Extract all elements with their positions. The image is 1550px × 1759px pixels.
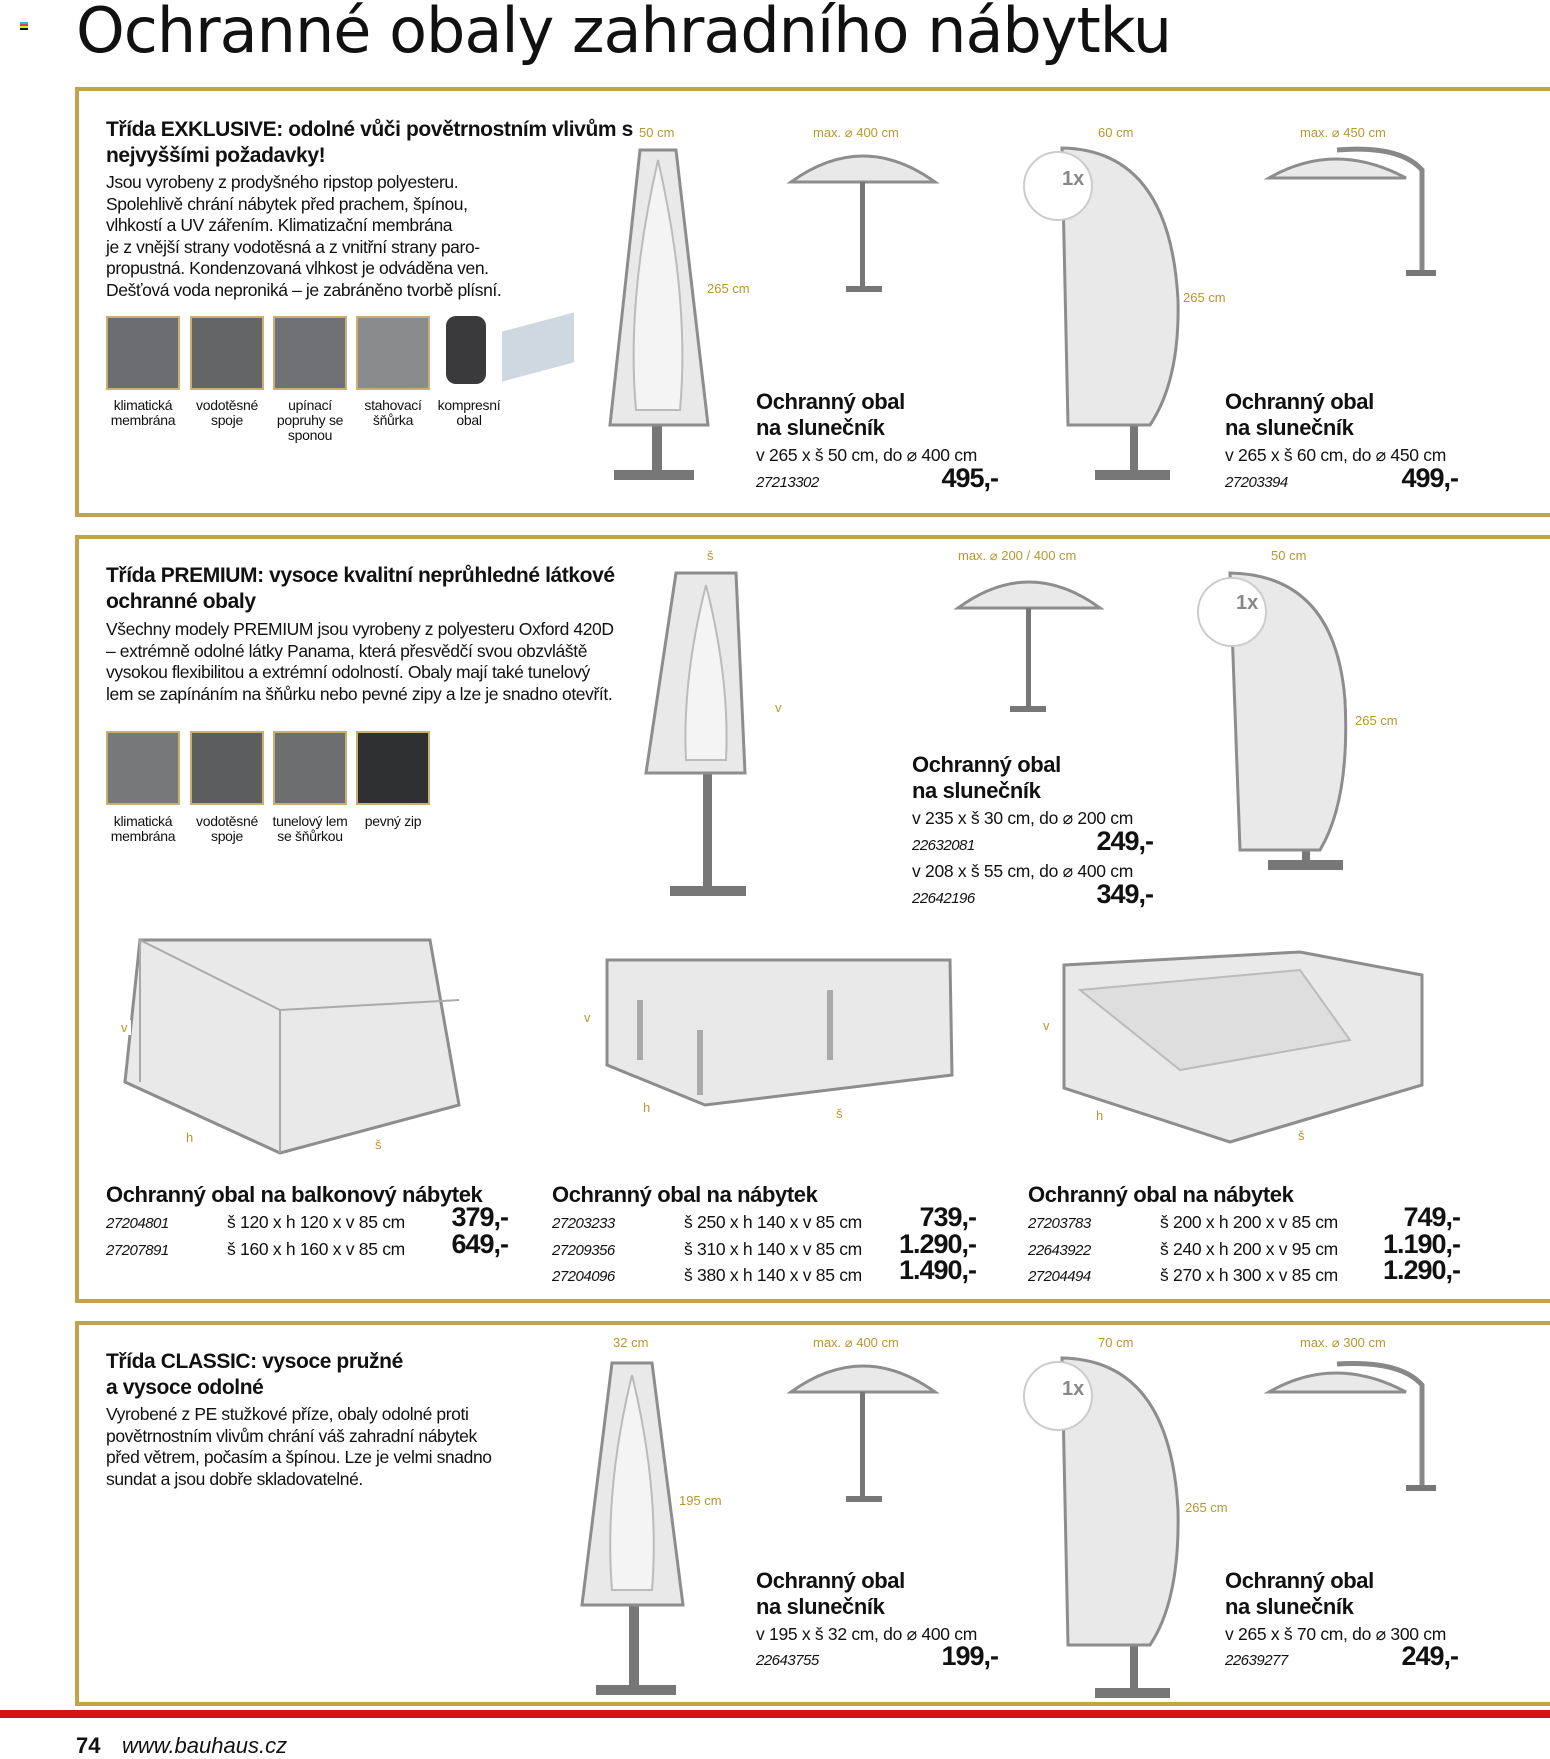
product-spec: v 195 x š 32 cm, do ⌀ 400 cm bbox=[756, 1624, 977, 1644]
feature-label: vodotěsné spoje bbox=[196, 397, 258, 428]
text-line: Vyrobené z PE stužkové příze, obaly odolné proti bbox=[106, 1404, 469, 1424]
tunnel-hem-swatch bbox=[273, 731, 347, 805]
exklusive-heading: Třída EXKLUSIVE: odolné vůči povětrnostním vlivům s nejvyššími požadavky! bbox=[106, 118, 633, 167]
feature-label: stahovací šňůrka bbox=[364, 397, 422, 428]
text-line: Dešťová voda neproniká – je zabráněno tvorbě plísní. bbox=[106, 279, 502, 300]
product-price: 1.190,- bbox=[1382, 1229, 1460, 1259]
offset-umbrella-cover-drawing bbox=[1198, 573, 1346, 870]
product-price: 249,- bbox=[1096, 826, 1153, 856]
product-price: 349,- bbox=[1096, 879, 1153, 909]
premium-heading: Třída PREMIUM: vysoce kvalitní neprůhledné látkové ochranné obaly bbox=[106, 564, 615, 613]
dimension-label: max. ⌀ 400 cm bbox=[810, 125, 902, 141]
product-price: 379,- bbox=[451, 1202, 508, 1232]
title-line: Ochranný obal bbox=[756, 1568, 905, 1593]
dimension-label: max. ⌀ 400 cm bbox=[810, 1335, 902, 1351]
product-title bbox=[756, 1568, 905, 1620]
product-spec: š 160 x h 160 x v 85 cm bbox=[227, 1239, 405, 1259]
product-spec: v 265 x š 60 cm, do ⌀ 450 cm bbox=[1225, 445, 1446, 465]
product-code: 27203233 bbox=[552, 1215, 615, 1232]
quantity-badge: 1x bbox=[1236, 592, 1259, 614]
dimension-label: v bbox=[1040, 1018, 1053, 1033]
product-spec: š 120 x h 120 x v 85 cm bbox=[227, 1212, 405, 1232]
dimension-label: 265 cm bbox=[1352, 713, 1401, 728]
sofa-cover-drawing bbox=[1064, 952, 1422, 1142]
exklusive-description bbox=[106, 172, 666, 301]
table-cover-drawing bbox=[607, 960, 952, 1105]
text-line: propustná. Kondenzovaná vlhkost je odváděna ven. bbox=[106, 258, 489, 278]
dimension-label: 265 cm bbox=[1182, 1500, 1231, 1515]
product-spec: v 208 x š 55 cm, do ⌀ 400 cm bbox=[912, 861, 1133, 881]
dimension-label: 195 cm bbox=[676, 1493, 725, 1508]
product-code: 22642196 bbox=[912, 890, 975, 907]
dimension-label: 70 cm bbox=[1095, 1335, 1136, 1350]
dimension-label: h bbox=[640, 1100, 653, 1115]
open-umbrella-drawing bbox=[791, 156, 935, 292]
dimension-label: max. ⌀ 300 cm bbox=[1297, 1335, 1389, 1351]
membrane-swatch bbox=[106, 316, 180, 390]
product-code: 22639277 bbox=[1225, 1652, 1288, 1669]
dimension-label: 265 cm bbox=[704, 281, 753, 296]
text-line: před větrem, počasím a špínou. Lze je velmi snadno bbox=[106, 1447, 492, 1467]
dimension-label: š bbox=[704, 548, 717, 563]
dimension-label: v bbox=[118, 1020, 131, 1035]
open-umbrella-drawing bbox=[791, 1366, 935, 1502]
product-code: 22632081 bbox=[912, 837, 975, 854]
title-line: Ochranný obal bbox=[1225, 1568, 1374, 1593]
dimension-label: š bbox=[833, 1106, 846, 1121]
product-title: Ochranný obal na nábytek bbox=[1028, 1182, 1294, 1207]
offset-umbrella-cover-drawing bbox=[1024, 148, 1178, 480]
product-price: 495,- bbox=[941, 463, 998, 493]
product-price: 739,- bbox=[919, 1202, 976, 1232]
product-spec: š 240 x h 200 x v 95 cm bbox=[1160, 1239, 1338, 1259]
feature-label: tunelový lem se šňůrkou bbox=[272, 813, 348, 844]
premium-description bbox=[106, 619, 706, 705]
product-price: 249,- bbox=[1401, 1641, 1458, 1671]
classic-heading: Třída CLASSIC: vysoce pružné a vysoce odolné bbox=[106, 1350, 403, 1399]
straps-swatch bbox=[273, 316, 347, 390]
title-line: Ochranný obal bbox=[756, 389, 905, 414]
membrane-swatch bbox=[106, 731, 180, 805]
open-umbrella-drawing bbox=[958, 582, 1100, 712]
footer-red-rule bbox=[0, 1710, 1550, 1718]
product-price: 649,- bbox=[451, 1229, 508, 1259]
dimension-label: v bbox=[581, 1010, 594, 1025]
text-line: je z vnější strany vodotěsná a z vnitřní strany paro- bbox=[106, 236, 480, 257]
product-title bbox=[1225, 389, 1374, 441]
dimension-label: 32 cm bbox=[610, 1335, 651, 1350]
zip-swatch bbox=[356, 731, 430, 805]
title-line: na slunečník bbox=[756, 1594, 885, 1619]
compression-bag-icon bbox=[446, 316, 486, 384]
product-code: 27207891 bbox=[106, 1242, 169, 1259]
dimension-label: š bbox=[372, 1137, 385, 1152]
product-title: Ochranný obal na balkonový nábytek bbox=[106, 1182, 483, 1207]
dimension-label: 50 cm bbox=[1268, 548, 1309, 563]
product-title bbox=[756, 389, 905, 441]
title-line: Ochranný obal bbox=[912, 752, 1061, 777]
feature-label: kompresní obal bbox=[437, 397, 501, 428]
text-line: Spolehlivě chrání nábytek před prachem, špínou, bbox=[106, 193, 468, 214]
product-spec: š 380 x h 140 x v 85 cm bbox=[684, 1265, 862, 1285]
balcony-furniture-cover-drawing bbox=[125, 940, 459, 1153]
title-line: na slunečník bbox=[1225, 1594, 1354, 1619]
text-line: sundat a jsou dobře skladovatelné. bbox=[106, 1468, 363, 1489]
product-spec: š 200 x h 200 x v 85 cm bbox=[1160, 1212, 1338, 1232]
product-code: 27204494 bbox=[1028, 1268, 1091, 1285]
product-spec: v 265 x š 70 cm, do ⌀ 300 cm bbox=[1225, 1624, 1446, 1644]
product-price: 499,- bbox=[1401, 463, 1458, 493]
dimension-label: max. ⌀ 450 cm bbox=[1297, 125, 1389, 141]
dimension-label: max. ⌀ 200 / 400 cm bbox=[955, 548, 1079, 564]
feature-label: vodotěsné spoje bbox=[196, 813, 258, 844]
title-line: Ochranný obal bbox=[1225, 389, 1374, 414]
product-code: 27204801 bbox=[106, 1215, 169, 1232]
title-line: na slunečník bbox=[912, 778, 1041, 803]
product-code: 27204096 bbox=[552, 1268, 615, 1285]
feature-label: klimatická membrána bbox=[110, 397, 176, 428]
text-line: – extrémně odolné látky Panama, která přesvědčí svou obzvláště bbox=[106, 640, 588, 661]
feature-label: klimatická membrána bbox=[110, 813, 176, 844]
dimension-label: v bbox=[772, 700, 785, 715]
product-price: 1.290,- bbox=[1382, 1255, 1460, 1285]
text-line: povětrnostním vlivům chrání váš zahradní nábytek bbox=[106, 1425, 477, 1446]
cantilever-umbrella-drawing bbox=[1269, 1363, 1436, 1491]
product-code: 27213302 bbox=[756, 474, 819, 491]
text-line: Všechny modely PREMIUM jsou vyrobeny z polyesteru Oxford 420D bbox=[106, 619, 614, 639]
dimension-label: š bbox=[1295, 1128, 1308, 1143]
text-line: lem se zapínáním na šňůrku nebo pevné zipy a lze je snadno otevřít. bbox=[106, 683, 613, 704]
page-title: Ochranné obaly zahradního nábytku bbox=[76, 0, 1172, 67]
classic-description bbox=[106, 1404, 666, 1490]
product-code: 27203394 bbox=[1225, 474, 1288, 491]
website-link[interactable]: www.bauhaus.cz bbox=[122, 1733, 288, 1758]
title-line: na slunečník bbox=[1225, 415, 1354, 440]
dimension-label: h bbox=[1093, 1108, 1106, 1123]
product-code: 27209356 bbox=[552, 1242, 615, 1259]
product-spec: v 235 x š 30 cm, do ⌀ 200 cm bbox=[912, 808, 1133, 828]
product-title bbox=[1225, 1568, 1374, 1620]
quantity-badge: 1x bbox=[1062, 168, 1085, 190]
title-line: na slunečník bbox=[756, 415, 885, 440]
product-code: 27203783 bbox=[1028, 1215, 1091, 1232]
product-price: 199,- bbox=[941, 1641, 998, 1671]
drawstring-swatch bbox=[356, 316, 430, 390]
dimension-label: h bbox=[183, 1130, 196, 1145]
feature-label: pevný zip bbox=[364, 813, 422, 829]
product-spec: š 270 x h 300 x v 85 cm bbox=[1160, 1265, 1338, 1285]
quantity-badge: 1x bbox=[1062, 1378, 1085, 1400]
text-line: vysokou flexibilitou a extrémní odolností. Obaly mají také tunelový bbox=[106, 662, 590, 682]
product-spec: v 265 x š 50 cm, do ⌀ 400 cm bbox=[756, 445, 977, 465]
product-title: Ochranný obal na nábytek bbox=[552, 1182, 818, 1207]
product-price: 1.290,- bbox=[898, 1229, 976, 1259]
product-code: 22643755 bbox=[756, 1652, 819, 1669]
product-title bbox=[912, 752, 1061, 804]
dimension-label: 60 cm bbox=[1095, 125, 1136, 140]
page-number: 74 bbox=[76, 1733, 101, 1758]
cantilever-umbrella-drawing bbox=[1269, 149, 1436, 276]
offset-umbrella-cover-drawing bbox=[1024, 1358, 1178, 1698]
feature-label: upínací popruhy se sponou bbox=[276, 397, 344, 443]
product-code: 22643922 bbox=[1028, 1242, 1091, 1259]
product-spec: š 250 x h 140 x v 85 cm bbox=[684, 1212, 862, 1232]
sealed-seams-swatch bbox=[190, 731, 264, 805]
text-line: Jsou vyrobeny z prodyšného ripstop polyesteru. bbox=[106, 172, 459, 192]
product-price: 749,- bbox=[1403, 1202, 1460, 1232]
product-spec: š 310 x h 140 x v 85 cm bbox=[684, 1239, 862, 1259]
dimension-label: 265 cm bbox=[1180, 290, 1229, 305]
dimension-label: 50 cm bbox=[636, 125, 677, 140]
product-price: 1.490,- bbox=[898, 1255, 976, 1285]
sealed-seams-swatch bbox=[190, 316, 264, 390]
text-line: vlhkostí a UV zářením. Klimatizační membrána bbox=[106, 215, 453, 235]
